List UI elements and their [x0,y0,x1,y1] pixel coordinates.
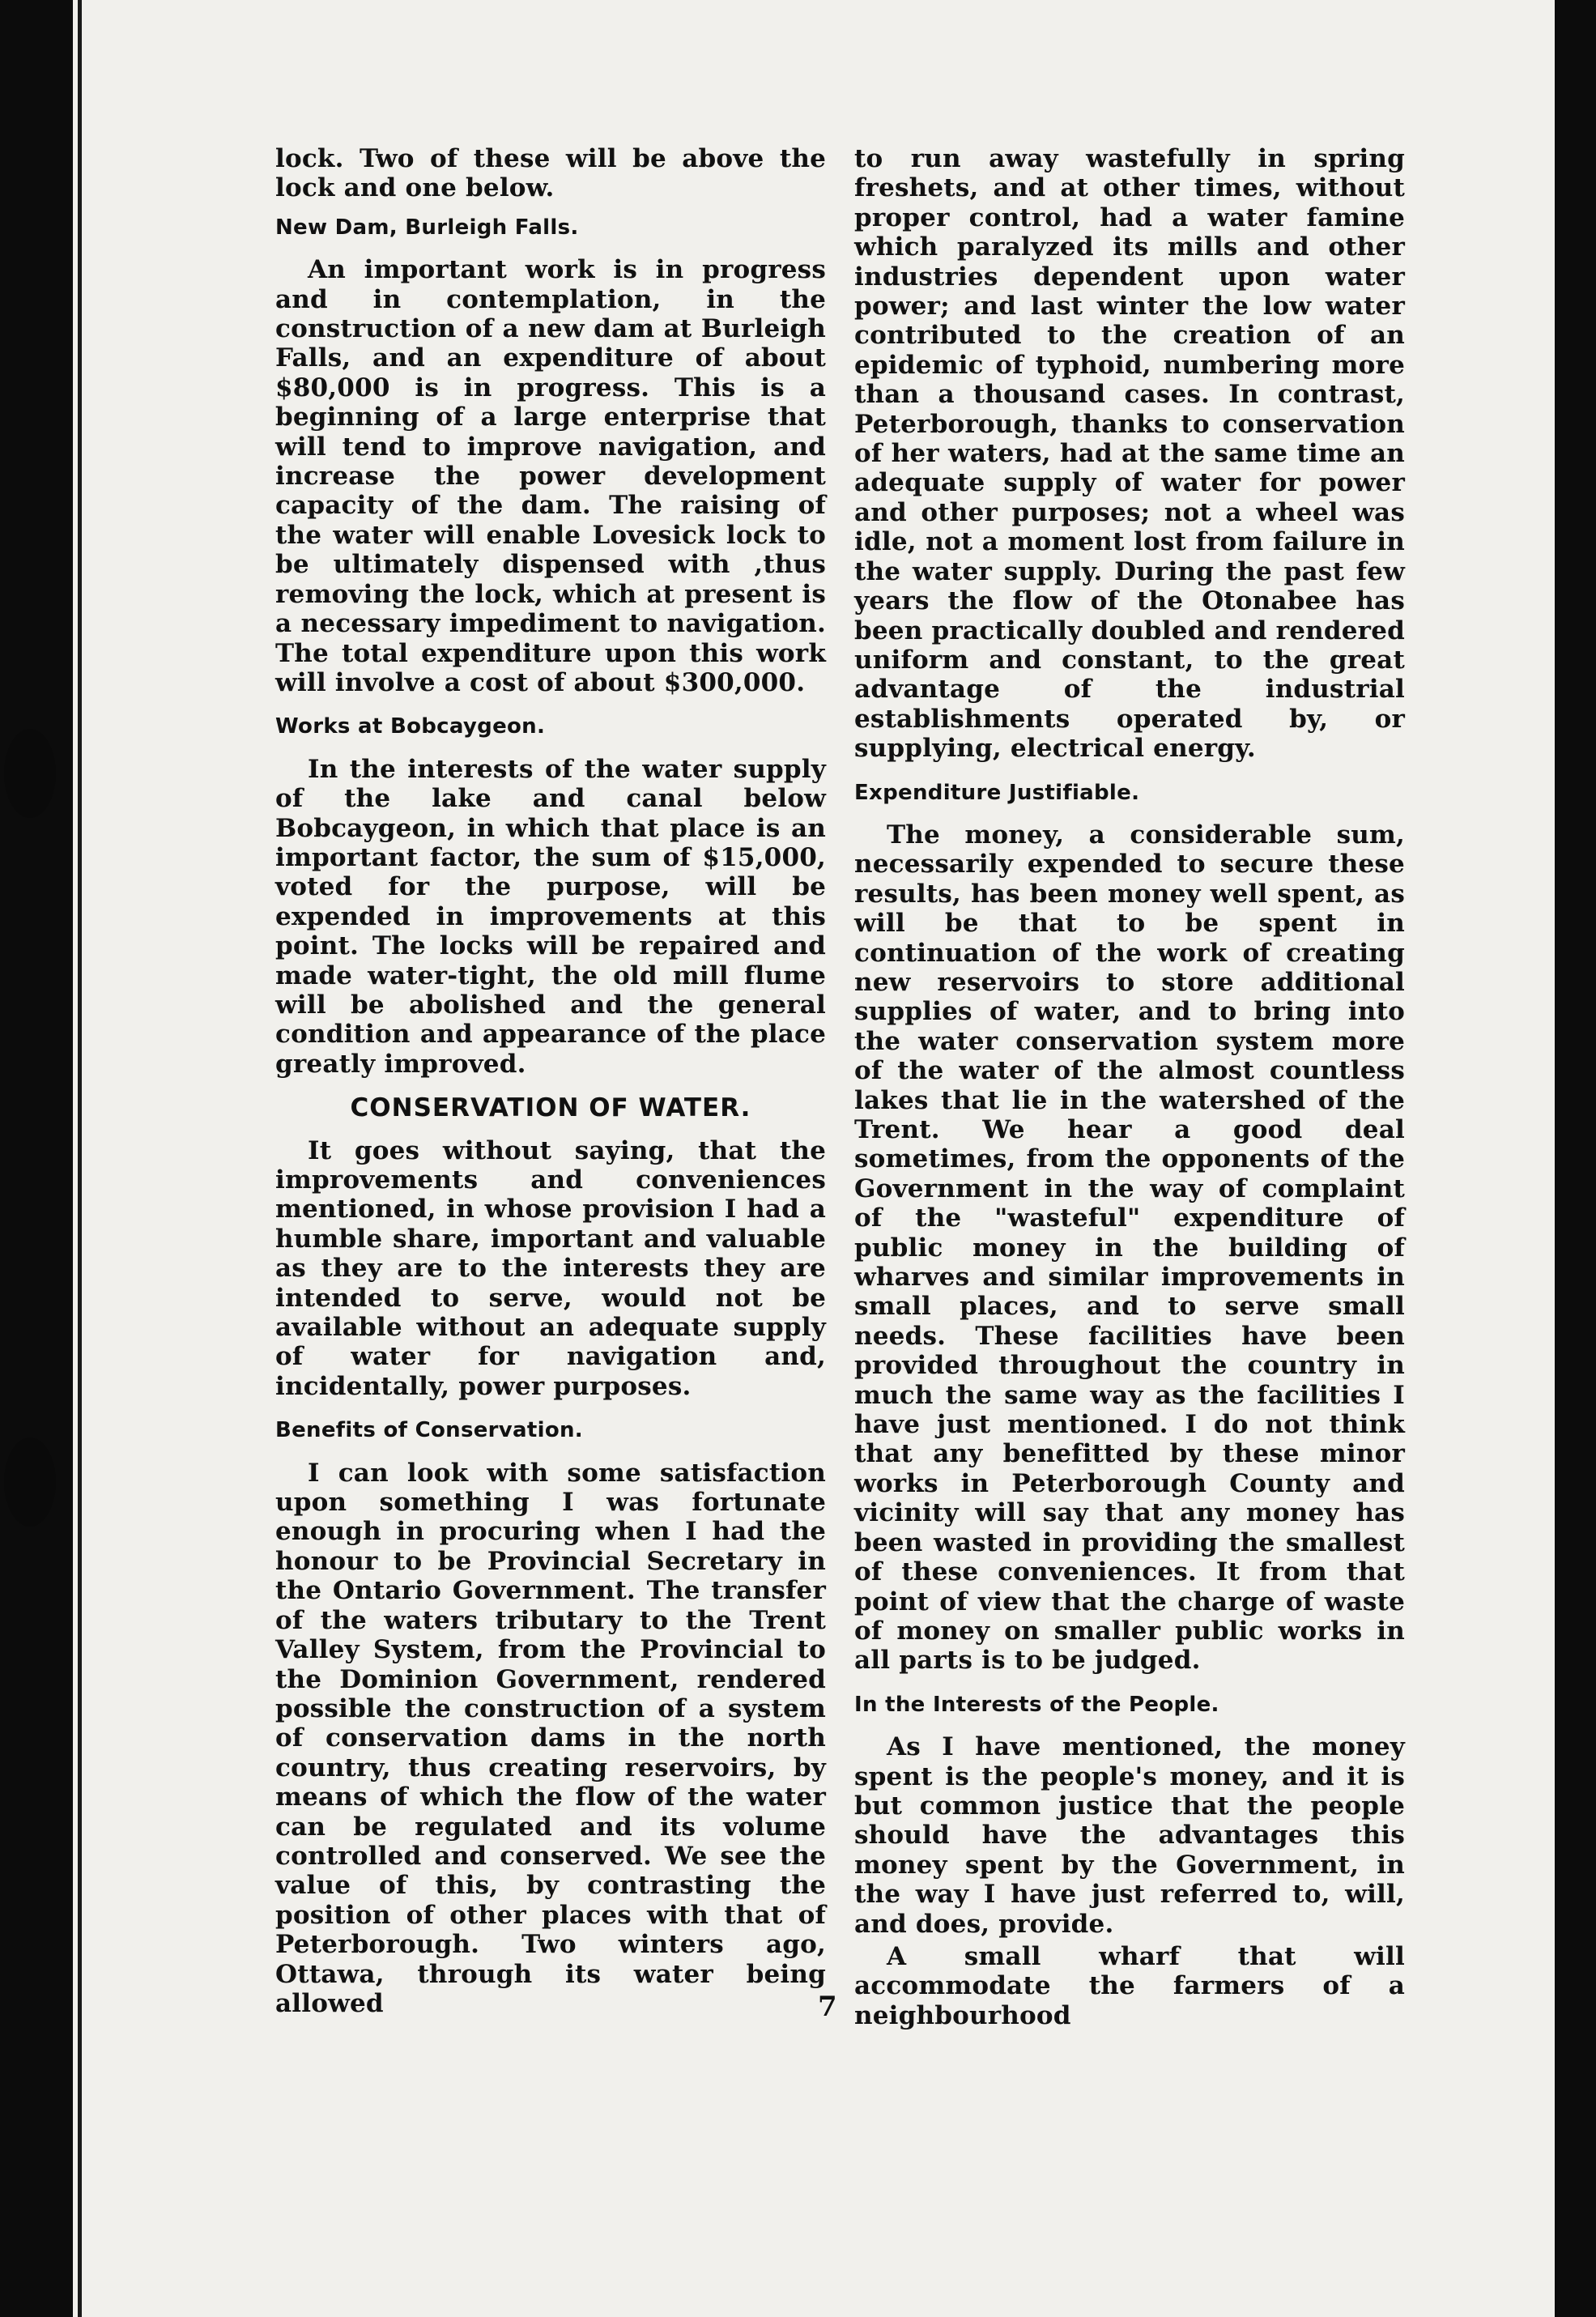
continuation-paragraph: to run away wastefully in spring freshets, and at other times, without proper control, had a water famine which paralyzed its mills and other industries dependent upon water power; and last winter the low water contributed to the creation of an epidemic of typhoid, numbering more than a thousand cases. In contrast, Peterborough, thanks to conservation of her waters, had at the same time an adequate supply of water for power and other purposes; not a wheel was idle, not a moment lost from failure in the water supply. During the past few years the flow of the Otonabee has been practically doubled and rendered uniform and constant, to the great advantage of the industrial establishments operated by, or supplying, electrical energy. [854,144,1405,764]
paragraph-benefits: I can look with some satisfaction upon something I was fortunate enough in procuring when I had the honour to be Provincial Secretary in the Ontario Government. The transfer of the waters tributary to the Trent Valley System, from the Provincial to the Dominion Government, rendered possible the construction of a system of conservation dams in the north country, thus creating reservoirs, by means of which the flow of the water can be regulated and its volume controlled and conserved. We see the value of this, by contrasting the position of other places with that of Peterborough. Two winters ago, Ottawa, through its water being allowed [275,1458,826,2018]
heading-benefits-of-conservation: Benefits of Conservation. [275,1418,583,1443]
heading-interests-of-the-people: In the Interests of the People. [854,1692,1219,1717]
heading-conservation-of-water: CONSERVATION OF WATER. [350,1093,751,1123]
binder-edge [78,0,82,2317]
paragraph-expenditure: The money, a considerable sum, necessarily expended to secure these results, has been money well spent, as will be that to be spent in continuation of the work of creating new reservoirs to store additional supplies of water, and to bring into the water conservation system more of the water of the almost countless lakes that lie in the watershed of the Trent. We hear a good deal sometimes, from the opponents of the Government in the way of complaint of the "wasteful" expenditure of public money in the building of wharves and similar improvements in small places, and to serve small needs. These facilities have been provided throughout the country in much the same way as the facilities I have just mentioned. I do not think that any benefitted by these minor works in Peterborough County and vicinity will say that any money has been wasted in providing the smallest of these conveniences. It from that point of view that the charge of waste of money on smaller public works in all parts is to be judged. [854,820,1405,1676]
heading-works-bobcaygeon: Works at Bobcaygeon. [275,714,546,739]
paragraph-burleigh-falls: An important work is in progress and in contemplation, in the construction of a new dam at Burleigh Falls, and an expenditure of about $80,000 is in progress. This is a beginning of a large enterprise that will tend to improve navigation, and increase the power development capacity of the dam. The raising of the water will enable Lovesick lock to be ultimately dispensed with ,thus removing the lock, which at present is a necessary impediment to navigation. The total expenditure upon this work will involve a cost of about $300,000. [275,255,826,697]
heading-expenditure-justifiable: Expenditure Justifiable. [854,780,1140,805]
paragraph-small-wharf: A small wharf that will accommodate the farmers of a neighbourhood [854,1941,1405,2030]
paragraph-bobcaygeon: In the interests of the water supply of the lake and canal below Bobcaygeon, in which that place is an important factor, the sum of $15,000, voted for the purpose, will be expended in improvements at this point. The locks will be repaired and made water-tight, the old mill flume will be abolished and the general condition and appearance of the place greatly improved. [275,754,826,1079]
right-column [854,144,1405,2034]
punch-hole-lower [4,1437,56,1527]
punch-hole-upper [4,729,56,818]
page-number: 7 [818,1991,837,2023]
paragraph-conservation: It goes without saying, that the improvements and conveniences mentioned, in whose provision I had a humble share, important and valuable as they are to the interests they are intended to serve, would not be available without an adequate supply of water for navigation and, incidentally, power purposes. [275,1135,826,1401]
left-column [275,144,826,2021]
intro-paragraph: lock. Two of these will be above the lock and one below. [275,144,826,203]
paragraph-peoples-money: As I have mentioned, the money spent is the people's money, and it is but common justice that the people should have the advantages this money spent by the Government, in the way I have just referred to, will, and does, provide. [854,1732,1405,1939]
heading-new-dam-burleigh-falls: New Dam, Burleigh Falls. [275,215,579,240]
